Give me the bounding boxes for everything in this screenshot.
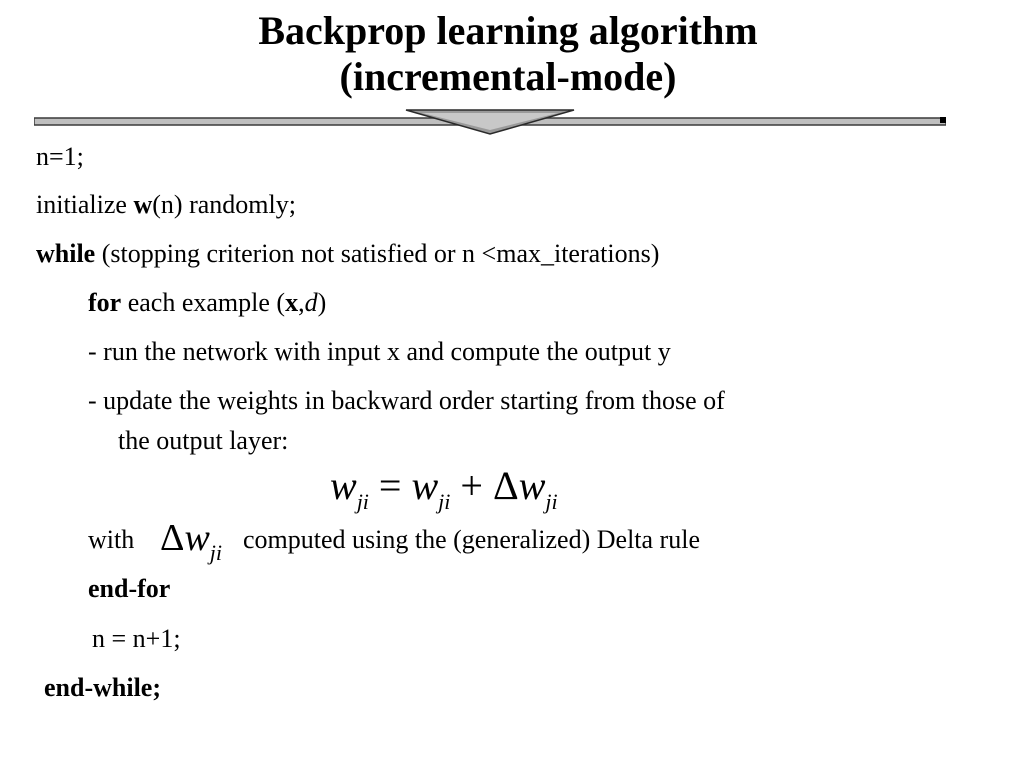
inline-delta-sub: ji [209, 540, 223, 565]
algo-line-while [36, 239, 659, 269]
algo-line-with: with [88, 525, 135, 554]
eq-delta-var: w [518, 463, 546, 508]
while-condition: (stopping criterion not satisfied or n <max_iterations) [95, 239, 660, 268]
weight-update-equation [330, 462, 558, 516]
eq-rhs-sub: ji [438, 489, 451, 514]
example-d: d [304, 288, 318, 317]
algo-line-delta-rule: computed using the (generalized) Delta rule [243, 525, 700, 554]
eq-delta-sub: ji [545, 489, 558, 514]
eq-lhs-sub: ji [356, 489, 369, 514]
algo-line-end-for: end-for [88, 574, 171, 603]
example-x: x [285, 288, 299, 317]
algo-line-update-weights-cont: the output layer: [118, 426, 289, 455]
example-comma: , [298, 288, 305, 317]
algo-line-init-w [36, 190, 296, 220]
inline-delta-w [160, 516, 222, 565]
divider-arrow-icon [34, 108, 946, 138]
for-text: each example ( [121, 288, 286, 317]
eq-delta: Δ [492, 463, 519, 508]
algo-line-update-weights: - update the weights in backward order starting from those of [88, 386, 725, 415]
for-keyword: for [88, 288, 122, 317]
while-keyword: while [36, 239, 96, 268]
algo-line-init-n: n=1; [36, 142, 84, 171]
weight-vector: w [133, 190, 153, 219]
title-divider [34, 108, 946, 138]
algo-line-end-while: end-while; [44, 673, 161, 702]
inline-delta-var: w [184, 517, 210, 559]
eq-plus: + [460, 463, 483, 508]
init-rest: (n) randomly; [152, 190, 296, 219]
init-text: initialize [36, 190, 134, 219]
eq-equals: = [378, 463, 402, 508]
slide-title-line2: (incremental-mode) [339, 54, 677, 99]
algo-line-increment-n: n = n+1; [92, 624, 181, 653]
eq-rhs-var: w [411, 463, 439, 508]
example-close: ) [317, 288, 327, 317]
eq-lhs-var: w [330, 463, 357, 508]
algo-line-for [88, 288, 326, 318]
slide-title [0, 8, 1016, 100]
slide-title-line1: Backprop learning algorithm [258, 8, 758, 53]
inline-delta: Δ [160, 517, 185, 559]
algo-line-run-network: - run the network with input x and compute the output y [88, 337, 671, 366]
